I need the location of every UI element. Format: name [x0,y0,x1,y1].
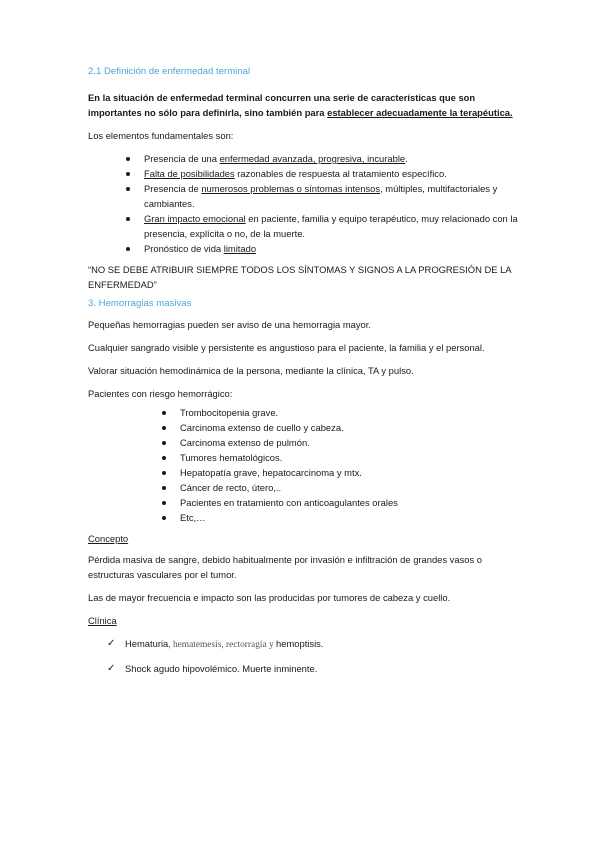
clinica-heading: Clínica [88,615,117,626]
list-item: Carcinoma extenso de pulmón. [88,435,528,450]
list-item: Falta de posibilidades razonables de respuesta al tratamiento específico. [88,166,528,181]
elements-label: Los elementos fundamentales son: [88,130,234,141]
section-heading-terminal-disease: 2.1 Definición de enfermedad terminal [88,66,251,77]
bullet-icon [126,157,130,161]
section-heading-hemorrhages: 3. Hemorragias masivas [88,298,192,309]
bullet-icon [162,471,166,475]
risk-label: Pacientes con riesgo hemorrágico: [88,388,233,399]
intro-underlined-text: establecer adecuadamente la terapéutica. [327,107,513,118]
checkmark-icon: ✓ [107,638,116,649]
list-item: Carcinoma extenso de cuello y cabeza. [88,420,528,435]
list-item: Cáncer de recto, útero,.. [88,480,528,495]
list-item: Trombocitopenia grave. [88,405,528,420]
list-item: Pacientes en tratamiento con anticoagulantes orales [88,495,528,510]
list-item: ✓ Shock agudo hipovolémico. Muerte inminente. [107,663,318,674]
bullet-icon [162,456,166,460]
risk-patients-list [88,405,528,525]
bullet-icon [162,426,166,430]
list-item: Etc,… [88,510,528,525]
list-item: Presencia de una enfermedad avanzada, progresiva, incurable. [88,151,528,166]
quote-text: “NO SE DEBE ATRIBUIR SIEMPRE TODOS LOS SÍNTOMAS Y SIGNOS A LA PROGRESIÓN DE LA ENFERMEDAD” [88,264,512,290]
hemorrhage-paragraph-3: Valorar situación hemodinámica de la persona, mediante la clínica, TA y pulso. [88,365,414,376]
list-item: ✓ Hematuria, hematemesis, rectorragia y hemoptisis. [107,638,324,650]
bullet-icon [162,486,166,490]
hemorrhage-paragraph-1: Pequeñas hemorragias pueden ser aviso de una hemorragia mayor. [88,319,371,330]
intro-text: En la situación de enfermedad terminal concurren una serie de características que son importantes no sólo para definirla, sino también para [88,92,476,118]
checkmark-icon: ✓ [107,663,116,674]
frecuencia-text: Las de mayor frecuencia e impacto son las producidas por tumores de cabeza y cuello. [88,592,451,603]
bullet-icon [126,217,130,221]
bullet-icon [162,441,166,445]
bullet-icon [162,516,166,520]
bullet-icon [126,187,130,191]
concepto-heading: Concepto [88,533,129,544]
list-item: Presencia de numerosos problemas o síntomas intensos, múltiples, multifactoriales y cambiantes. [88,181,528,211]
clinica-list [88,636,528,676]
bullet-icon [162,501,166,505]
fundamental-elements-list [88,151,528,256]
intro-paragraph [88,90,528,120]
hemorrhage-paragraph-2: Cualquier sangrado visible y persistente es angustioso para el paciente, la familia y el personal. [88,342,485,353]
list-item: Hepatopatía grave, hepatocarcinoma y mtx. [88,465,528,480]
document-page [88,66,528,684]
list-item: Gran impacto emocional en paciente, familia y equipo terapéutico, muy relacionado con la presencia, explícita o no, de la muerte. [88,211,528,241]
bullet-icon [162,411,166,415]
list-item: Tumores hematológicos. [88,450,528,465]
concepto-text: Pérdida masiva de sangre, debido habitualmente por invasión e infiltración de grandes vasos o estructuras vasculares por el tumor. [88,554,482,580]
bullet-icon [126,247,130,251]
bullet-icon [126,172,130,176]
list-item: Pronóstico de vida limitado [88,241,528,256]
